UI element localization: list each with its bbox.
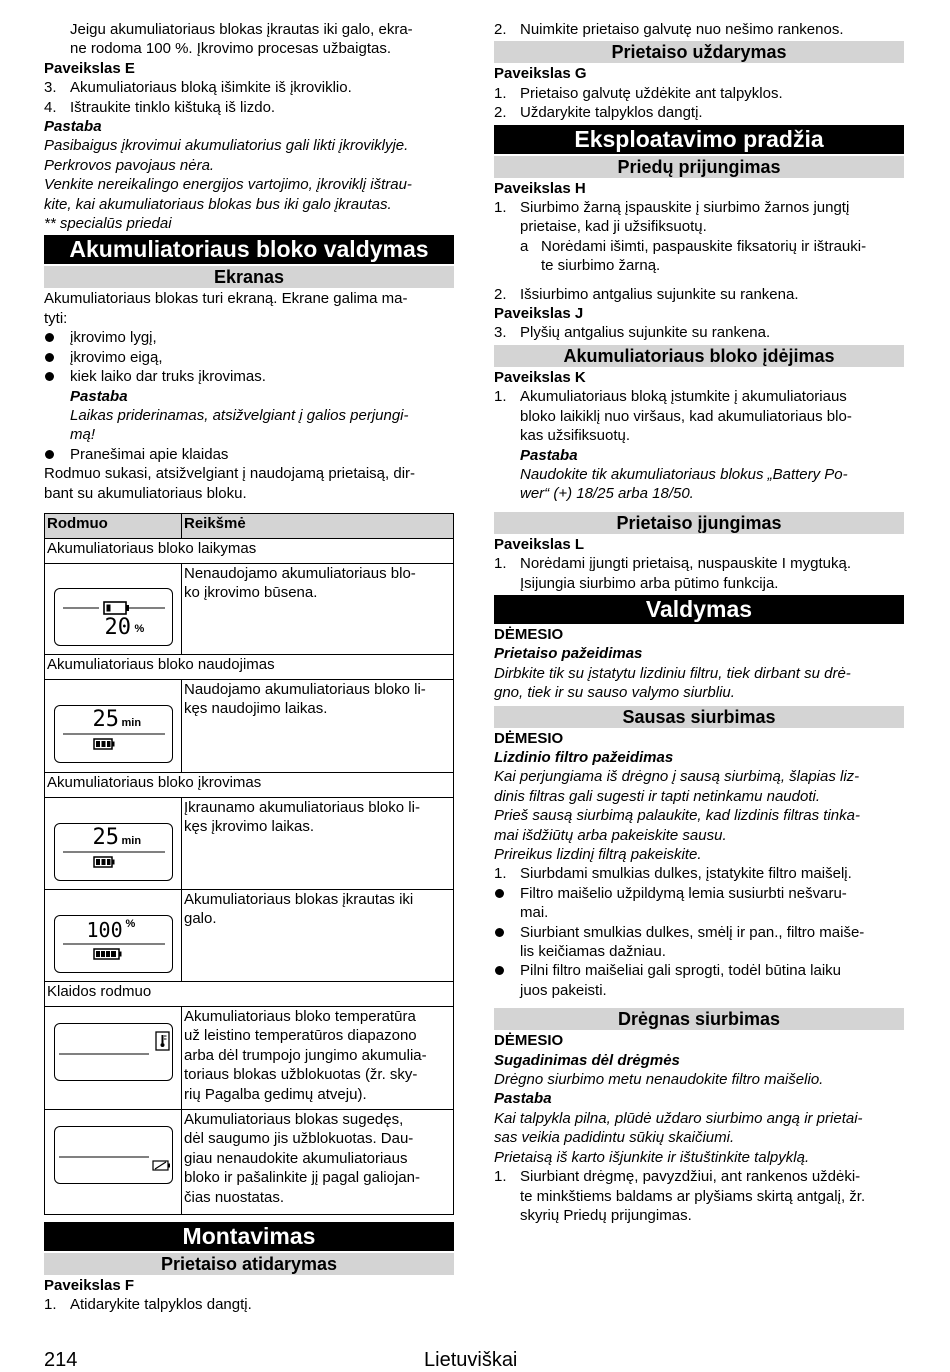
battery-display-icon	[54, 588, 173, 646]
warning-text: dinis filtras gali sugesti ir tapti netinkamu naudoti.	[494, 787, 821, 805]
temperature-error-display-icon	[54, 1023, 173, 1081]
list-item: 1. Siurbiant drėgmę, pavyzdžiui, ant rankenos uždėki- te minkštiems baldams ar plyšiams skirtą antgalį, žr. skyrių Priedų prijungimas.	[494, 1168, 866, 1224]
bullet-item: kiek laiko dar truks įkrovimas.	[44, 367, 454, 386]
subsection-heading: Prietaiso uždarymas	[494, 41, 904, 63]
note-text: sas veikia padidintu sūkių skaičiumi.	[494, 1129, 735, 1147]
table-cell: Akumuliatoriaus bloko temperatūra už leistino temperatūros diapazono arba dėl trumpojo jungimo akumulia- toriaus blokas užblokuotas (žr. sky- rių Pagalba gedimų atveju).	[182, 1006, 454, 1109]
list-item: 3. Akumuliatoriaus bloką išimkite iš įkroviklio.	[44, 79, 352, 97]
display-cell	[45, 1006, 182, 1109]
table-cell: Nenaudojamo akumuliatoriaus blo- ko įkrovimo būsena.	[182, 563, 454, 654]
bullet-item: įkrovimo eigą,	[44, 348, 454, 367]
display-cell	[45, 797, 182, 889]
text: Rodmuo sukasi, atsižvelgiant į naudojamą prietaisą, dir-	[44, 465, 416, 483]
bullet-item: Filtro maišelio užpildymą lemia susiurbti nešvaru- mai.	[494, 884, 904, 923]
figure-ref: Paveikslas L	[494, 535, 585, 553]
subsection-heading: Akumuliatoriaus bloko įdėjimas	[494, 345, 904, 367]
list-item: 2. Uždarykite talpyklos dangtį.	[494, 104, 703, 122]
display-cell	[45, 563, 182, 654]
warning-text: Prieš sausą siurbimą palaukite, kad lizdinis filtras tinka-	[494, 807, 860, 825]
table-section: Akumuliatoriaus bloko naudojimas	[45, 654, 454, 679]
display-unit: min	[121, 834, 142, 847]
note-label: Pastaba	[44, 118, 102, 136]
battery-display-icon	[54, 915, 173, 973]
text: Akumuliatoriaus blokas turi ekraną. Ekrane galima ma-	[44, 290, 408, 308]
section-heading: Montavimas	[44, 1222, 454, 1251]
figure-ref: Paveikslas F	[44, 1276, 135, 1294]
text: Jeigu akumuliatoriaus blokas įkrautas iki galo, ekra-	[70, 21, 413, 38]
display-unit: min	[121, 716, 142, 729]
table-cell: Akumuliatoriaus blokas sugedęs, dėl saugumo jis užblokuotas. Dau- giau nenaudokite akumuliatoriaus bloko ir pašalinkite jį pagal galiojan- čias nuostatas.	[182, 1109, 454, 1214]
display-value: 25	[92, 824, 119, 850]
table-header: Reikšmė	[182, 513, 454, 538]
note-text: Naudokite tik akumuliatoriaus blokus „Battery Po-	[520, 465, 848, 483]
table-cell: Įkraunamo akumuliatoriaus bloko li- kęs įkrovimo laikas.	[182, 797, 454, 889]
subsection-heading: Ekranas	[44, 266, 454, 288]
note-label: Pastaba	[70, 387, 128, 405]
warning-text: Kai perjungiama iš drėgno į sausą siurbimą, šlapias liz-	[494, 768, 860, 786]
subsection-heading: Prietaiso atidarymas	[44, 1253, 454, 1275]
warning-text: mai išdžiūtų arba pakeiskite sausu.	[494, 826, 727, 844]
note-label: Pastaba	[494, 1090, 552, 1108]
warning-title: Lizdinio filtro pažeidimas	[494, 748, 674, 766]
warning-text: Dirbkite tik su įstatytu lizdiniu filtru, tiek dirbant su drė-	[494, 664, 851, 682]
list-item: 4. Ištraukite tinklo kištuką iš lizdo.	[44, 98, 276, 116]
section-heading: Eksploatavimo pradžia	[494, 125, 904, 154]
bullet-item: Pranešimai apie klaidas	[44, 445, 454, 464]
table-cell: Naudojamo akumuliatoriaus bloko li- kęs naudojimo laikas.	[182, 679, 454, 772]
display-table	[44, 513, 454, 1215]
list-item: 2. Nuimkite prietaiso galvutę nuo nešimo rankenos.	[494, 21, 844, 38]
subsection-heading: Prietaiso įjungimas	[494, 512, 904, 534]
table-section: Akumuliatoriaus bloko įkrovimas	[45, 772, 454, 797]
list-item: 1. Siurbimo žarną įspauskite į siurbimo žarnos jungtį prietaise, kad ji užsifiksuotų.	[494, 199, 850, 236]
note-text: kite, kai akumuliatoriaus blokas bus iki galo įkrautas.	[44, 195, 392, 213]
warning-text: Drėgno siurbimo metu nenaudokite filtro maišelio.	[494, 1071, 824, 1089]
figure-ref: Paveikslas E	[44, 59, 135, 77]
bullet-item: įkrovimo lygį,	[44, 328, 454, 347]
note-text: Kai talpykla pilna, plūdė uždaro siurbimo angą ir prietai-	[494, 1109, 863, 1127]
warning-title: Sugadinimas dėl drėgmės	[494, 1051, 680, 1069]
list-item: 1. Prietaiso galvutę uždėkite ant talpyklos.	[494, 84, 783, 102]
display-value: 100	[86, 917, 123, 942]
note-text: Prietaisą iš karto išjunkite ir ištuštinkite talpyklą.	[494, 1148, 810, 1166]
display-unit: %	[134, 622, 145, 635]
figure-ref: Paveikslas K	[494, 368, 586, 386]
list-item: 1. Akumuliatoriaus bloką įstumkite į akumuliatoriaus bloko laikiklį nuo viršaus, kad akumuliatoriaus blo- kas užsifiksuotų.	[494, 388, 852, 445]
note-text: mą!	[70, 426, 96, 444]
note-text: Pasibaigus įkrovimui akumuliatorius gali likti įkroviklyje.	[44, 137, 409, 155]
figure-ref: Paveikslas G	[494, 65, 587, 83]
section-heading: Akumuliatoriaus bloko valdymas	[44, 235, 454, 264]
note-text: wer“ (+) 18/25 arba 18/50.	[520, 485, 694, 503]
bullet-item: Siurbiant smulkias dulkes, smėlį ir pan., filtro maiše- lis keičiamas dažniau.	[494, 923, 904, 962]
list-item: 3. Plyšių antgalius sujunkite su rankena.	[494, 324, 771, 342]
display-cell	[45, 679, 182, 772]
figure-ref: Paveikslas J	[494, 305, 584, 323]
text: tyti:	[44, 309, 68, 327]
table-section: Klaidos rodmuo	[45, 981, 454, 1006]
display-value: 25	[92, 706, 119, 732]
warning-title: Prietaiso pažeidimas	[494, 645, 643, 663]
note-label: Pastaba	[520, 446, 578, 464]
battery-display-icon	[54, 705, 173, 763]
table-header: Rodmuo	[45, 513, 182, 538]
display-cell	[45, 1109, 182, 1214]
warning-label: DĖMESIO	[494, 729, 564, 747]
display-unit: %	[125, 917, 136, 930]
list-item: 1. Siurbdami smulkias dulkes, įstatykite filtro maišelį.	[494, 865, 852, 883]
note-text: Laikas priderinamas, atsižvelgiant į galios perjungi-	[70, 406, 409, 424]
battery-defect-display-icon	[54, 1126, 173, 1184]
warning-label: DĖMESIO	[494, 1032, 564, 1050]
bullet-item: Pilni filtro maišeliai gali sprogti, todėl būtina laiku juos pakeisti.	[494, 961, 904, 1000]
display-value: 20	[104, 614, 131, 640]
text: bant su akumuliatoriaus bloku.	[44, 484, 247, 502]
display-cell	[45, 889, 182, 981]
warning-text: gno, tiek ir su sauso valymo siurbliu.	[494, 684, 735, 702]
warning-label: DĖMESIO	[494, 625, 564, 643]
subsection-heading: Sausas siurbimas	[494, 706, 904, 728]
text: ne rodoma 100 %. Įkrovimo procesas užbaigtas.	[70, 40, 391, 58]
sub-list-item: a Norėdami išimti, paspauskite fiksatorių ir ištrauki- te siurbimo žarną.	[520, 237, 867, 275]
battery-display-icon	[54, 823, 173, 881]
subsection-heading: Drėgnas siurbimas	[494, 1008, 904, 1030]
table-section: Akumuliatoriaus bloko laikymas	[45, 538, 454, 563]
right-column	[494, 20, 904, 1225]
list-item: 2. Išsiurbimo antgalius sujunkite su rankena.	[494, 285, 799, 303]
list-item: 1. Norėdami įjungti prietaisą, nuspauskite I mygtuką. Įsijungia siurbimo arba pūtimo funkcija.	[494, 555, 851, 592]
note-text: Perkrovos pavojaus nėra.	[44, 156, 215, 174]
subsection-heading: Priedų prijungimas	[494, 156, 904, 178]
note-text: ** specialūs priedai	[44, 215, 172, 233]
warning-text: Prireikus lizdinį filtrą pakeiskite.	[494, 846, 702, 863]
language-label: Lietuviškai	[424, 1349, 518, 1371]
page-number: 214	[44, 1349, 78, 1371]
left-column	[44, 20, 454, 1315]
list-item: 1. Atidarykite talpyklos dangtį.	[44, 1296, 252, 1314]
note-text: Venkite nereikalingo energijos vartojimo, įkroviklį ištrau-	[44, 176, 412, 194]
section-heading: Valdymas	[494, 595, 904, 624]
figure-ref: Paveikslas H	[494, 179, 586, 197]
table-cell: Akumuliatoriaus blokas įkrautas iki galo.	[182, 889, 454, 981]
